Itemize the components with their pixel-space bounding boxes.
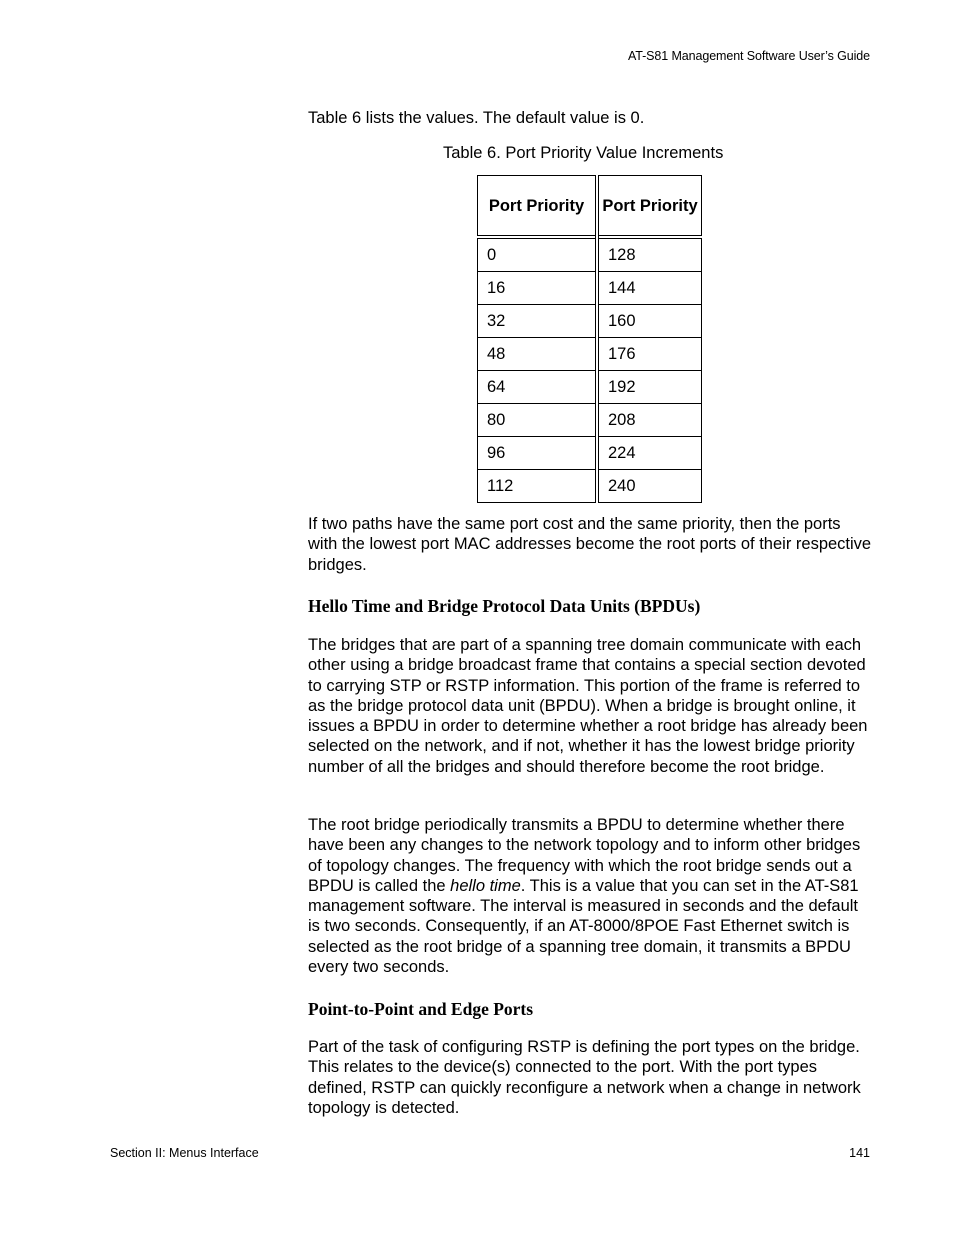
hello-time-text-2: . This is a value that you can set in the AT-S81 management software. The interval is measured in seconds and the default is two seconds. Consequently, if an AT-8000/8POE Fast Ethernet switch is selected as the root bridge of a spanning tree domain, it transmits a BPDU every two seconds.: [308, 876, 859, 977]
column-header-2: Port Priority: [597, 176, 702, 238]
column-header-1: Port Priority: [478, 176, 598, 238]
table-row: [478, 437, 702, 470]
table-cell: 0: [478, 237, 598, 272]
footer-section: Section II: Menus Interface: [110, 1146, 259, 1160]
table-cell: 224: [597, 437, 702, 470]
running-header: AT-S81 Management Software User’s Guide: [627, 49, 870, 63]
hello-time-term: hello time: [450, 876, 521, 895]
hello-time-paragraph: [308, 815, 873, 977]
table-cell: 48: [478, 338, 598, 371]
table-caption: Table 6. Port Priority Value Increments: [443, 144, 724, 162]
after-table-paragraph: If two paths have the same port cost and the same priority, then the ports with the lowest port MAC addresses become the root ports of their respective bridges.: [308, 515, 872, 574]
table-cell: 64: [478, 371, 598, 404]
table-cell: 112: [478, 470, 598, 503]
table-cell: 176: [597, 338, 702, 371]
port-priority-table: [477, 175, 702, 503]
bpdu-paragraph: The bridges that are part of a spanning tree domain communicate with each other using a bridge broadcast frame that contains a special section devoted to carrying STP or RSTP information. This portion of the frame is referred to as the bridge protocol data unit (BPDU). When a bridge is brought online, it issues a BPDU in order to determine whether a root bridge has already been selected on the network, and if not, whether it has the lowest bridge priority number of all the bridges and should therefore become the root bridge.: [308, 636, 868, 776]
table-row: [478, 470, 702, 503]
intro-paragraph: Table 6 lists the values. The default value is 0.: [308, 109, 645, 127]
table-header-row: [478, 176, 702, 238]
table-row: [478, 305, 702, 338]
table-cell: 240: [597, 470, 702, 503]
table-cell: 16: [478, 272, 598, 305]
table-cell: 80: [478, 404, 598, 437]
edge-ports-paragraph: Part of the task of configuring RSTP is defining the port types on the bridge. This relates to the device(s) connected to the port. With the port types defined, RSTP can quickly reconfigure a network when a change in network topology is detected.: [308, 1038, 861, 1117]
section-heading-hello-time: Hello Time and Bridge Protocol Data Units (BPDUs): [308, 596, 701, 616]
hello-time-text-1: The root bridge periodically transmits a BPDU to determine whether there have been any changes to the network topology and to inform other bridges of topology changes. The frequency with which the root bridge sends out a BPDU is called the: [308, 816, 861, 895]
table-row: [478, 272, 702, 305]
page-number: 141: [849, 1146, 870, 1160]
table-cell: 128: [597, 237, 702, 272]
table-row: [478, 371, 702, 404]
table-cell: 208: [597, 404, 702, 437]
table-row: [478, 404, 702, 437]
table-cell: 160: [597, 305, 702, 338]
table-row: [478, 338, 702, 371]
table-cell: 144: [597, 272, 702, 305]
table-cell: 96: [478, 437, 598, 470]
table-cell: 32: [478, 305, 598, 338]
section-heading-edge-ports: Point-to-Point and Edge Ports: [308, 999, 534, 1019]
table-cell: 192: [597, 371, 702, 404]
table-row: [478, 237, 702, 272]
